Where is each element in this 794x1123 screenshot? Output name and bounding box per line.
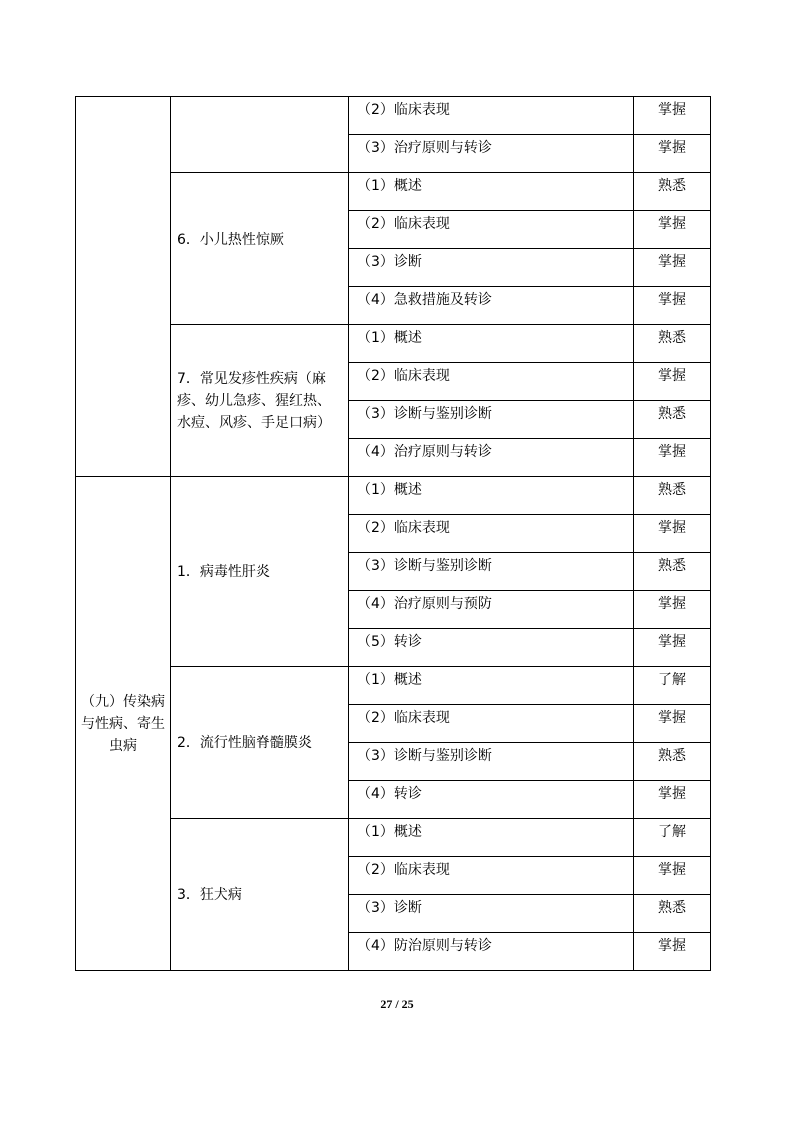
- level-cell: 掌握: [634, 439, 711, 477]
- item-cell: （4）治疗原则与预防: [349, 591, 634, 629]
- level-cell: 熟悉: [634, 743, 711, 781]
- item-cell: （4）急救措施及转诊: [349, 287, 634, 325]
- level-cell: 掌握: [634, 629, 711, 667]
- page-number: 27 / 25: [380, 997, 414, 1011]
- level-cell: 掌握: [634, 933, 711, 971]
- level-cell: 了解: [634, 667, 711, 705]
- subject-cell: （九）传染病与性病、寄生虫病: [76, 477, 171, 971]
- level-cell: 掌握: [634, 211, 711, 249]
- level-cell: 了解: [634, 819, 711, 857]
- topic-cell: 1．病毒性肝炎: [171, 477, 349, 667]
- level-cell: 掌握: [634, 781, 711, 819]
- item-cell: （3）诊断与鉴别诊断: [349, 553, 634, 591]
- topic-cell: [171, 97, 349, 173]
- level-cell: 熟悉: [634, 173, 711, 211]
- item-cell: （3）诊断: [349, 895, 634, 933]
- topic-cell: 2．流行性脑脊髓膜炎: [171, 667, 349, 819]
- item-cell: （2）临床表现: [349, 97, 634, 135]
- item-cell: （3）诊断与鉴别诊断: [349, 743, 634, 781]
- level-cell: 掌握: [634, 705, 711, 743]
- level-cell: 掌握: [634, 97, 711, 135]
- item-cell: （4）转诊: [349, 781, 634, 819]
- item-cell: （1）概述: [349, 173, 634, 211]
- topic-title: 6．小儿热性惊厥: [177, 232, 284, 248]
- level-cell: 掌握: [634, 135, 711, 173]
- syllabus-table: [75, 96, 711, 971]
- item-cell: （3）诊断: [349, 249, 634, 287]
- level-cell: 熟悉: [634, 401, 711, 439]
- item-cell: （4）治疗原则与转诊: [349, 439, 634, 477]
- topic-cell: 7．常见发疹性疾病（麻疹、幼儿急疹、猩红热、水痘、风疹、手足口病）: [171, 325, 349, 477]
- topic-cell: [171, 173, 349, 325]
- level-cell: 掌握: [634, 363, 711, 401]
- level-cell: 熟悉: [634, 895, 711, 933]
- table-row: [76, 667, 711, 705]
- level-cell: 掌握: [634, 591, 711, 629]
- item-cell: （2）临床表现: [349, 363, 634, 401]
- item-cell: （1）概述: [349, 667, 634, 705]
- item-cell: （2）临床表现: [349, 857, 634, 895]
- item-cell: （3）诊断与鉴别诊断: [349, 401, 634, 439]
- item-cell: （2）临床表现: [349, 211, 634, 249]
- item-cell: （2）临床表现: [349, 705, 634, 743]
- item-cell: （5）转诊: [349, 629, 634, 667]
- level-cell: 掌握: [634, 287, 711, 325]
- level-cell: 掌握: [634, 249, 711, 287]
- subject-cell: [76, 97, 171, 477]
- item-cell: （1）概述: [349, 819, 634, 857]
- item-cell: （3）治疗原则与转诊: [349, 135, 634, 173]
- level-cell: 掌握: [634, 857, 711, 895]
- table-row: [76, 819, 711, 857]
- item-cell: （2）临床表现: [349, 515, 634, 553]
- item-cell: （1）概述: [349, 477, 634, 515]
- table-row: [76, 97, 711, 135]
- level-cell: 熟悉: [634, 325, 711, 363]
- item-cell: （4）防治原则与转诊: [349, 933, 634, 971]
- level-cell: 熟悉: [634, 477, 711, 515]
- topic-cell: 3．狂犬病: [171, 819, 349, 971]
- table-row: [76, 325, 711, 363]
- level-cell: 掌握: [634, 515, 711, 553]
- item-cell: （1）概述: [349, 325, 634, 363]
- table-row: [76, 477, 711, 515]
- level-cell: 熟悉: [634, 553, 711, 591]
- table-row: [76, 173, 711, 211]
